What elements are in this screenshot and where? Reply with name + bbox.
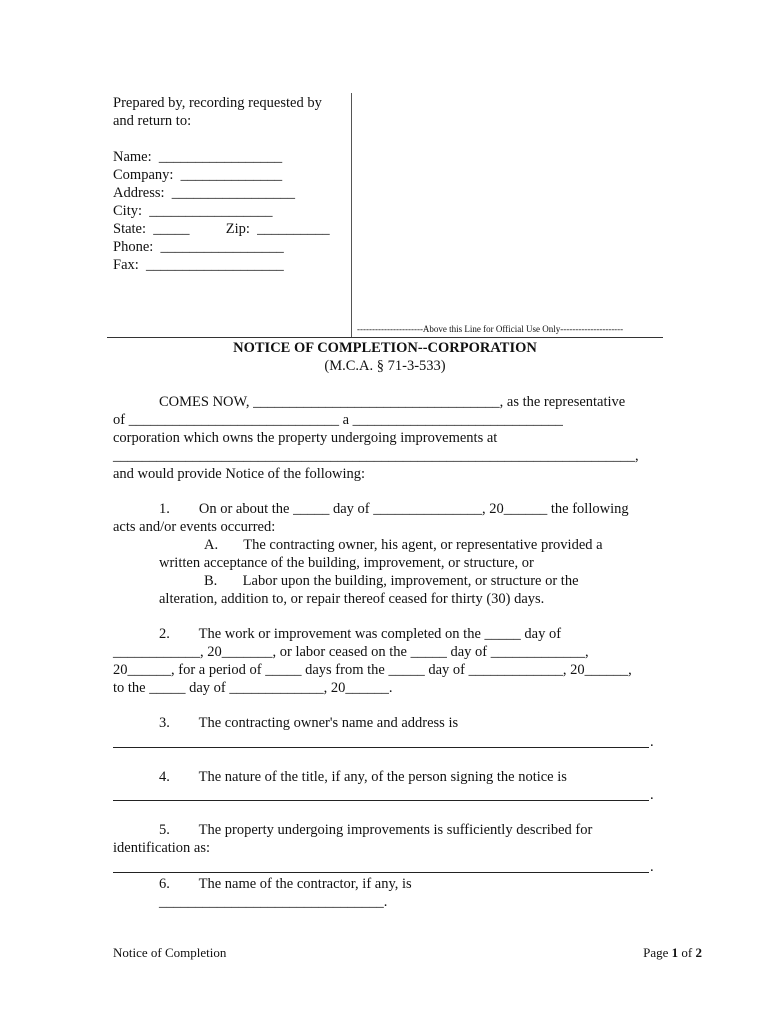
- intro-line-2: of _____________________________ a _____________________________: [113, 412, 563, 428]
- prepared-by-label: Prepared by, recording requested by: [113, 95, 322, 111]
- item-4-blank-line[interactable]: [113, 800, 649, 801]
- item-2-line-2: ____________, 20_______, or labor ceased on the _____ day of _____________,: [113, 644, 589, 660]
- item-1-line-1: 1. On or about the _____ day of _______________, 20______ the following: [159, 501, 629, 517]
- item-2-line-4: to the _____ day of _____________, 20______.: [113, 680, 393, 696]
- item-3-period: .: [650, 734, 654, 750]
- state-zip-field[interactable]: State: _____ Zip: __________: [113, 221, 330, 237]
- page-prefix: Page: [643, 945, 672, 960]
- intro-line-1: COMES NOW, __________________________________, as the representative: [159, 394, 626, 410]
- footer-title: Notice of Completion: [113, 945, 227, 960]
- phone-field[interactable]: Phone: _________________: [113, 239, 284, 255]
- return-to-label: and return to:: [113, 113, 192, 129]
- city-field[interactable]: City: _________________: [113, 203, 273, 219]
- intro-line-3: corporation which owns the property undergoing improvements at: [113, 430, 498, 446]
- page-of: of: [678, 945, 696, 960]
- item-1-line-2: acts and/or events occurred:: [113, 519, 276, 535]
- header-divider-vertical: [351, 93, 352, 337]
- item-4-line: 4. The nature of the title, if any, of the person signing the notice is: [159, 769, 567, 785]
- page-number: [643, 945, 702, 961]
- intro-line-5: and would provide Notice of the following:: [113, 466, 366, 482]
- item-5-line-2: identification as:: [113, 840, 211, 856]
- name-field[interactable]: Name: _________________: [113, 149, 283, 165]
- item-5-blank-line[interactable]: [113, 872, 649, 873]
- item-2-line-3: 20______, for a period of _____ days from the _____ day of _____________, 20______,: [113, 662, 632, 678]
- intro-line-4: ________________________________________________________________________,: [113, 448, 639, 464]
- company-field[interactable]: Company: ______________: [113, 167, 283, 183]
- fax-field[interactable]: Fax: ___________________: [113, 257, 284, 273]
- item-6-line-2[interactable]: _______________________________.: [159, 894, 388, 910]
- document-title: NOTICE OF COMPLETION--CORPORATION: [233, 340, 537, 356]
- item-1-a-line-2: written acceptance of the building, improvement, or structure, or: [159, 555, 534, 571]
- header-divider-horizontal: [107, 337, 663, 338]
- item-6-line-1: 6. The name of the contractor, if any, is: [159, 876, 412, 892]
- item-3-line: 3. The contracting owner's name and address is: [159, 715, 459, 731]
- official-use-line: ----------------------Above this Line for Official Use Only---------------------: [357, 324, 624, 334]
- item-1-a-line-1: A. The contracting owner, his agent, or representative provided a: [204, 537, 603, 553]
- item-5-line-1: 5. The property undergoing improvements is sufficiently described for: [159, 822, 593, 838]
- address-field[interactable]: Address: _________________: [113, 185, 296, 201]
- statute-reference: (M.C.A. § 71-3-533): [324, 358, 446, 374]
- item-3-blank-line[interactable]: [113, 747, 649, 748]
- item-4-period: .: [650, 787, 654, 803]
- item-1-b-line-1: B. Labor upon the building, improvement, or structure or the: [204, 573, 579, 589]
- item-2-line-1: 2. The work or improvement was completed on the _____ day of: [159, 626, 562, 642]
- page-current: 1: [671, 945, 679, 960]
- item-1-b-line-2: alteration, addition to, or repair thereof ceased for thirty (30) days.: [159, 591, 545, 607]
- page-total: 2: [695, 945, 702, 960]
- item-5-period: .: [650, 859, 654, 875]
